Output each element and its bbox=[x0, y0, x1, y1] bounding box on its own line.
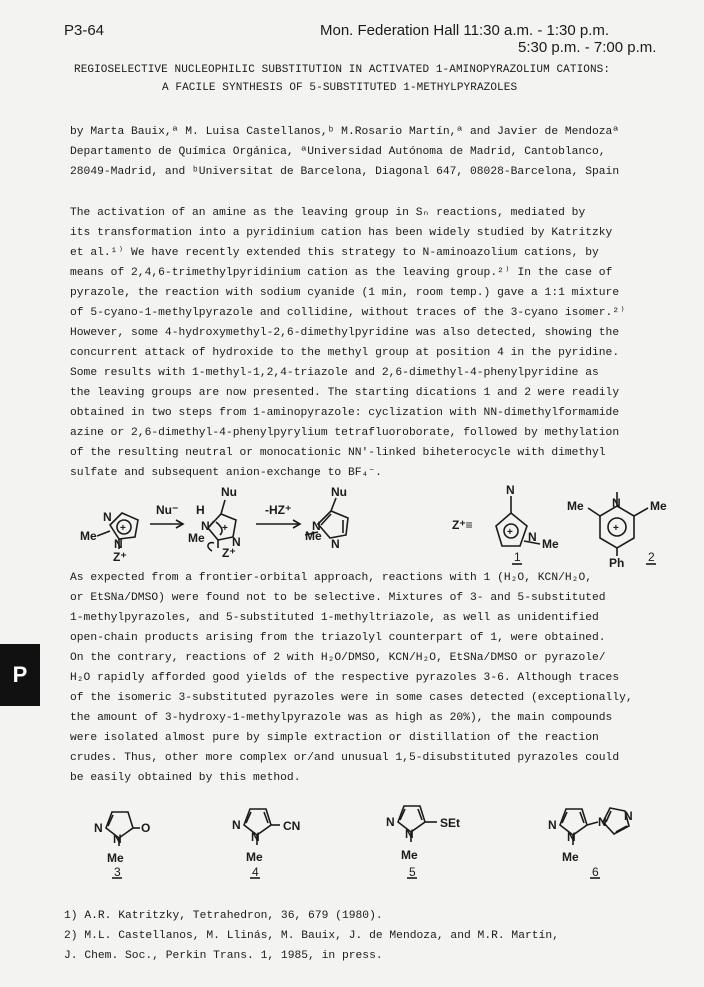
text-line: The activation of an amine as the leaving group in Sₙ reactions, mediated by bbox=[70, 207, 586, 219]
atom-label: N bbox=[114, 537, 123, 551]
reference-item: 1) A.R. Katritzky, Tetrahedron, 36, 679 (1980). bbox=[64, 910, 383, 922]
atom-label: Me bbox=[542, 537, 559, 551]
session-line-2: 5:30 p.m. - 7:00 p.m. bbox=[518, 39, 657, 56]
text-line: of the resulting neutral or monocationic NN'-linked biheterocycle with dimethyl bbox=[70, 447, 606, 459]
atom-label: Me bbox=[562, 850, 579, 864]
atom-label: N bbox=[103, 510, 112, 524]
text-line: et al.¹⁾ We have recently extended this strategy to N-aminoazolium cations, by bbox=[70, 247, 599, 259]
atom-label: Me bbox=[567, 499, 584, 513]
body-paragraph-2 bbox=[70, 568, 633, 788]
compound-label: 5 bbox=[409, 865, 416, 879]
text-line: concurrent attack of hydroxide to the methyl group at position 4 in the pyridine. bbox=[70, 347, 620, 359]
text-line: azine or 2,6-dimethyl-4-phenylpyrylium tetrafluoroborate, followed by methylation bbox=[70, 427, 620, 439]
atom-label: Me bbox=[107, 851, 124, 865]
text-line: However, some 4-hydroxymethyl-2,6-dimethylpyridine was also detected, showing the bbox=[70, 327, 620, 339]
plus-sign: + bbox=[613, 523, 619, 534]
atom-label: N bbox=[312, 519, 321, 533]
session-line-1: Mon. Federation Hall 11:30 a.m. - 1:30 p.m. bbox=[320, 22, 610, 39]
body-paragraph-1 bbox=[70, 203, 626, 483]
text-line: of 5-cyano-1-methylpyrazole and collidine, without traces of the 3-cyano isomer.²⁾ bbox=[70, 307, 626, 319]
atom-label: Me bbox=[305, 529, 322, 543]
title-line-2: A FACILE SYNTHESIS OF 5-SUBSTITUTED 1-METHYLPYRAZOLES bbox=[162, 82, 518, 94]
affiliation-line: 28049-Madrid, and ᵇUniversitat de Barcelona, Diagonal 647, 08028-Barcelona, Spain bbox=[70, 166, 620, 178]
atom-label: N bbox=[201, 519, 210, 533]
atom-label: N bbox=[405, 827, 414, 841]
text-line: On the contrary, reactions of 2 with H₂O/DMSO, KCN/H₂O, EtSNa/DMSO or pyrazole/ bbox=[70, 652, 606, 664]
compound-label: 2 bbox=[648, 550, 655, 564]
atom-label: N bbox=[331, 537, 340, 551]
atom-label: Z⁺ bbox=[113, 550, 127, 564]
atom-label: Ph bbox=[609, 556, 625, 570]
atom-label: N bbox=[528, 530, 537, 544]
text-line: the leaving groups are now presented. The starting dications 1 and 2 were readily bbox=[70, 387, 620, 399]
product-structures bbox=[80, 796, 680, 890]
plus-sign: + bbox=[222, 523, 228, 534]
text-line: were isolated almost pure by simple extraction or distillation of the reaction bbox=[70, 732, 599, 744]
author-line: by Marta Bauix,ª M. Luisa Castellanos,ᵇ M.Rosario Martín,ª and Javier de Mendozaª bbox=[70, 126, 620, 138]
atom-label: N bbox=[232, 535, 241, 549]
reagent-label: -HZ⁺ bbox=[265, 503, 292, 517]
text-line: sulfate and subsequent anion-exchange to BF₄⁻. bbox=[70, 467, 382, 479]
atom-label: H bbox=[196, 503, 205, 517]
reaction-scheme bbox=[60, 478, 700, 570]
atom-label: N bbox=[567, 830, 576, 844]
compound-label: 1 bbox=[514, 550, 521, 564]
affiliation-line: Departamento de Química Orgánica, ªUniversidad Autónoma de Madrid, Cantoblanco, bbox=[70, 146, 606, 158]
atom-label: Me bbox=[188, 531, 205, 545]
compound-label: 6 bbox=[592, 865, 599, 879]
text-line: open-chain products arising from the triazolyl counterpart of 1, were obtained. bbox=[70, 632, 606, 644]
reference-item: 2) M.L. Castellanos, M. Llinás, M. Bauix, J. de Mendoza, and M.R. Martín, bbox=[64, 930, 559, 942]
reference-item: J. Chem. Soc., Perkin Trans. 1, 1985, in press. bbox=[64, 950, 383, 962]
atom-label: N bbox=[113, 832, 122, 846]
plus-sign: + bbox=[507, 527, 513, 538]
atom-label: CN bbox=[283, 819, 301, 833]
atom-label: Me bbox=[401, 848, 418, 862]
title-line-1: REGIOSELECTIVE NUCLEOPHILIC SUBSTITUTION IN ACTIVATED 1-AMINOPYRAZOLIUM CATIONS: bbox=[74, 64, 611, 76]
text-line: H₂O rapidly afforded good yields of the respective pyrazoles 3-6. Although traces bbox=[70, 672, 620, 684]
atom-label: SEt bbox=[440, 816, 461, 830]
author-block bbox=[70, 122, 619, 182]
atom-label: N bbox=[506, 483, 515, 497]
atom-label: Nu bbox=[331, 485, 347, 499]
text-line: crudes. Thus, other more complex or/and unusual 1,5-disubstituted pyrazoles could bbox=[70, 752, 620, 764]
text-line: means of 2,4,6-trimethylpyridinium cation as the leaving group.²⁾ In the case of bbox=[70, 267, 613, 279]
atom-label: Me bbox=[80, 529, 97, 543]
references bbox=[64, 906, 559, 966]
reagent-label: Nu⁻ bbox=[156, 503, 179, 517]
text-line: its transformation into a pyridinium cation has been widely studied by Katritzky bbox=[70, 227, 613, 239]
atom-label: N bbox=[232, 818, 241, 832]
abstract-code: P3-64 bbox=[64, 22, 105, 39]
compound-label: 3 bbox=[114, 865, 121, 879]
text-line: the amount of 3-hydroxy-1-methylpyrazole was as high as 20%), the main compounds bbox=[70, 712, 613, 724]
atom-label: N bbox=[386, 815, 395, 829]
atom-label: Me bbox=[650, 499, 667, 513]
text-line: pyrazole, the reaction with sodium cyanide (1 min, room temp.) gave a 1:1 mixture bbox=[70, 287, 620, 299]
plus-sign: + bbox=[120, 523, 126, 534]
session-info bbox=[320, 22, 656, 56]
section-tab: P bbox=[0, 644, 40, 706]
atom-label: N bbox=[94, 821, 103, 835]
text-line: Some results with 1-methyl-1,2,4-triazole and 2,6-dimethyl-4-phenylpyridine as bbox=[70, 367, 599, 379]
text-line: be easily obtained by this method. bbox=[70, 772, 301, 784]
atom-label: N bbox=[548, 818, 557, 832]
atom-label: Z⁺ bbox=[222, 546, 236, 560]
atom-label: O bbox=[141, 821, 151, 835]
text-line: or EtSNa/DMSO) were found not to be selective. Mixtures of 3- and 5-substituted bbox=[70, 592, 606, 604]
text-line: 1-methylpyrazoles, and 5-substituted 1-methyltriazole, as well as unidentified bbox=[70, 612, 599, 624]
equivalence-label: Z⁺≡ bbox=[452, 518, 473, 532]
atom-label: N bbox=[598, 815, 607, 829]
text-line: of the isomeric 3-substituted pyrazoles were in some cases detected (exceptionally, bbox=[70, 692, 633, 704]
atom-label: Me bbox=[246, 850, 263, 864]
text-line: As expected from a frontier-orbital approach, reactions with 1 (H₂O, KCN/H₂O, bbox=[70, 572, 593, 584]
atom-label: N bbox=[251, 830, 260, 844]
text-line: obtained in two steps from 1-aminopyrazole: cyclization with NN-dimethylformamide bbox=[70, 407, 620, 419]
atom-label: N bbox=[612, 496, 621, 510]
atom-label: Nu bbox=[221, 485, 237, 499]
compound-label: 4 bbox=[252, 865, 259, 879]
atom-label: N bbox=[624, 809, 633, 823]
